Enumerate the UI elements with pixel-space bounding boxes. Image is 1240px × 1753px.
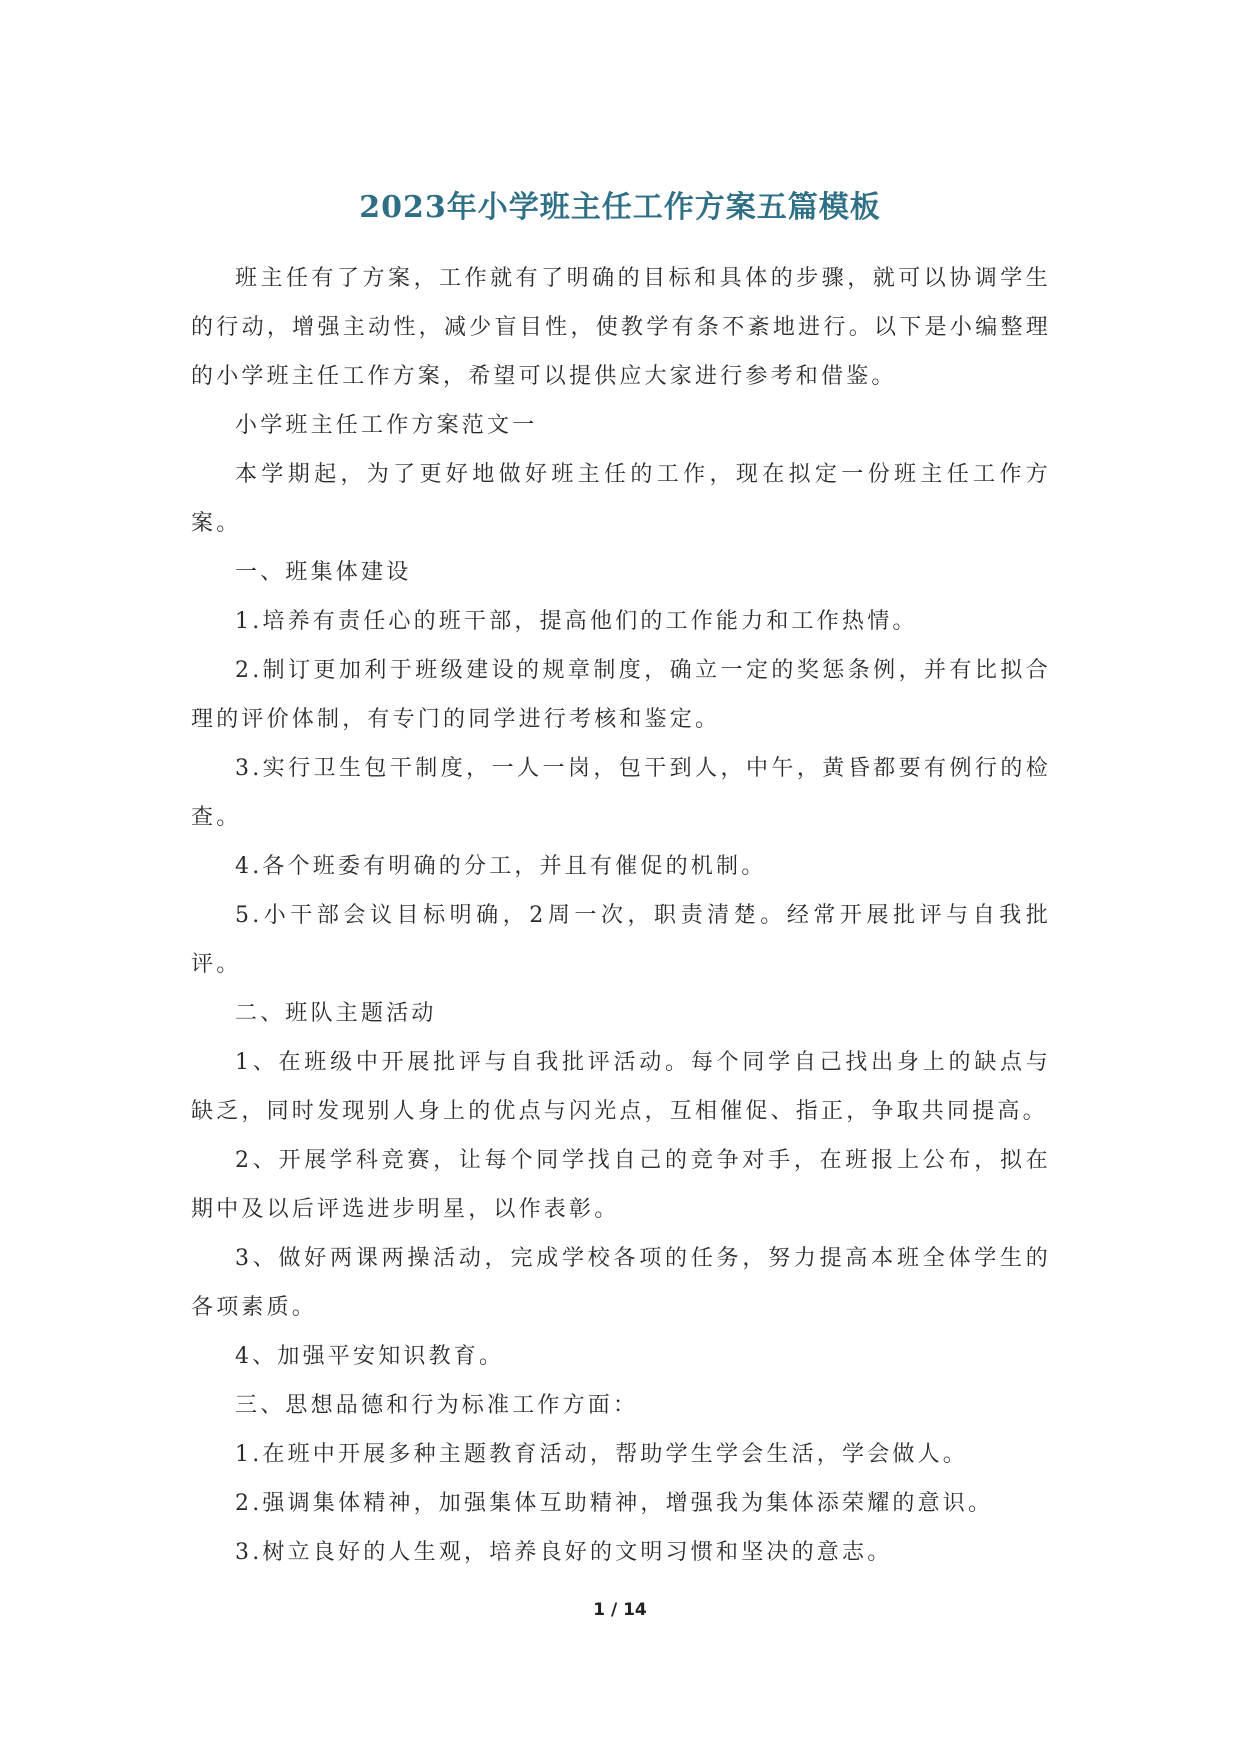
list-item: 1.培养有责任心的班干部，提高他们的工作能力和工作热情。 <box>235 609 918 634</box>
list-item: 1.在班中开展多种主题教育活动，帮助学生学会生活，学会做人。 <box>235 1442 968 1467</box>
list-item: 3.树立良好的人生观，培养良好的文明习惯和坚决的意志。 <box>235 1540 893 1565</box>
page-number: 1 / 14 <box>593 1600 647 1620</box>
list-item: 2.制订更加利于班级建设的规章制度，确立一定的奖惩条例，并有比拟合理的评价体制，有专门的同学进行考核和鉴定。 <box>191 658 1051 732</box>
section-heading: 一、班集体建设 <box>235 560 412 585</box>
list-item: 4、加强平安知识教育。 <box>235 1344 505 1369</box>
list-item: 4.各个班委有明确的分工，并且有催促的机制。 <box>235 854 767 879</box>
section-heading-sample-one: 小学班主任工作方案范文一 <box>235 413 538 438</box>
list-item: 5.小干部会议目标明确，2周一次，职责清楚。经常开展批评与自我批评。 <box>191 903 1051 977</box>
document-body <box>191 254 1051 1577</box>
paragraph: 本学期起，为了更好地做好班主任的工作，现在拟定一份班主任工作方案。 <box>191 462 1051 536</box>
list-item: 3、做好两课两操活动，完成学校各项的任务，努力提高本班全体学生的各项素质。 <box>191 1246 1051 1320</box>
intro-paragraph: 班主任有了方案，工作就有了明确的目标和具体的步骤，就可以协调学生的行动，增强主动性，减少盲目性，使教学有条不紊地进行。以下是小编整理的小学班主任工作方案，希望可以提供应大家进行参考和借鉴。 <box>191 266 1051 389</box>
list-item: 2.强调集体精神，加强集体互助精神，增强我为集体添荣耀的意识。 <box>235 1491 994 1516</box>
section-heading: 二、班队主题活动 <box>235 1001 437 1026</box>
section-heading: 三、思想品德和行为标准工作方面： <box>235 1393 639 1418</box>
list-item: 3.实行卫生包干制度，一人一岗，包干到人，中午，黄昏都要有例行的检查。 <box>191 756 1051 830</box>
list-item: 1、在班级中开展批评与自我批评活动。每个同学自己找出身上的缺点与缺乏，同时发现别人身上的优点与闪光点，互相催促、指正，争取共同提高。 <box>191 1050 1051 1124</box>
document-title: 2023年小学班主任工作方案五篇模板 <box>359 190 881 225</box>
list-item: 2、开展学科竞赛，让每个同学找自己的竞争对手，在班报上公布，拟在期中及以后评选进步明星，以作表彰。 <box>191 1148 1051 1222</box>
